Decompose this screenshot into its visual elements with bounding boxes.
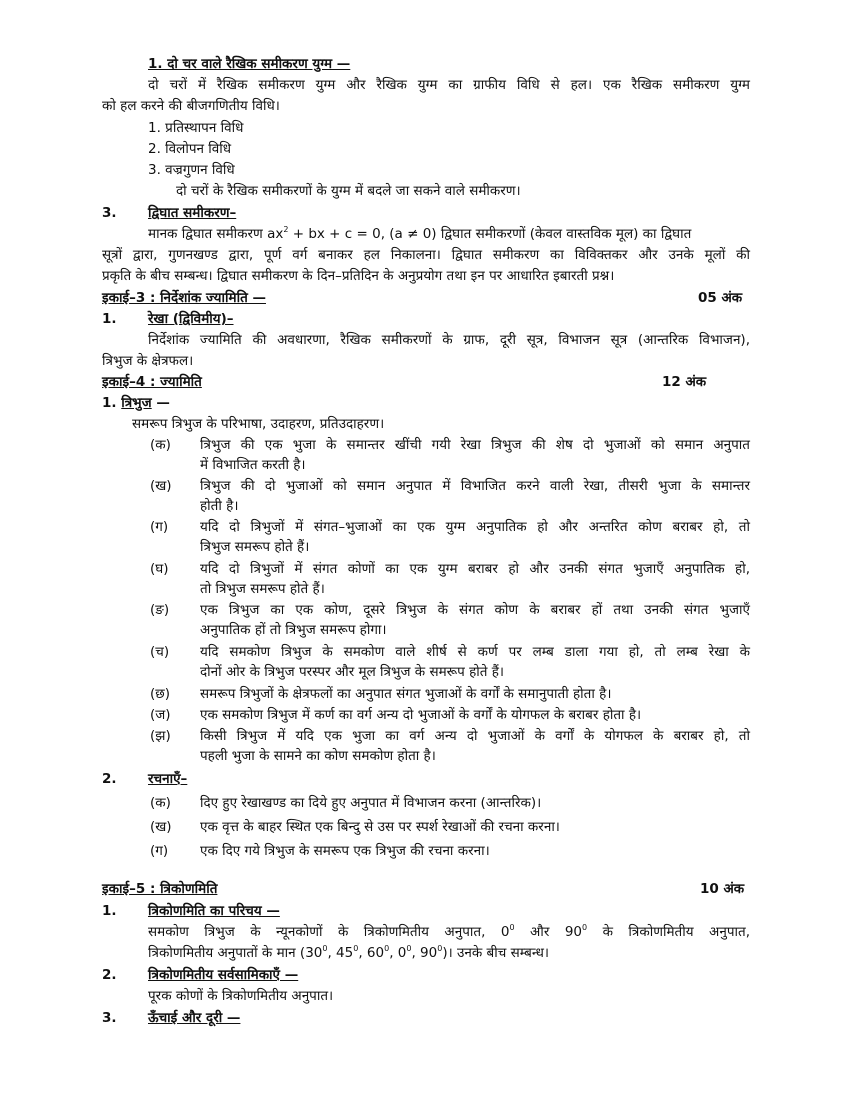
trig-intro-heading: त्रिकोणमिति का परिचय — [148, 903, 280, 919]
theorem-line: एक त्रिभुज का एक कोण, दूसरे त्रिभुज के संगत कोण के बराबर हों तथा उनकी संगत भुजाएँ [200, 602, 750, 618]
item-number: 3. [102, 1010, 117, 1026]
unit-4-heading: इकाई–4 : ज्यामिति [102, 374, 202, 390]
method-item: 2. विलोपन विधि [148, 141, 232, 157]
theorem-label: (क) [150, 437, 171, 453]
constructions-heading: रचनाएँ– [148, 771, 188, 787]
item-number: 1. [102, 311, 117, 327]
theorem-line: यदि समकोण त्रिभुज के समकोण वाले शीर्ष से कर्ण पर लम्ब डाला गया हो, तो लम्ब रेखा के [200, 644, 750, 660]
subsection-heading-line: रेखा (द्विविमीय)– [148, 311, 234, 327]
theorem-label: (ग) [150, 519, 169, 535]
trig-identities-text: पूरक कोणों के त्रिकोणमितीय अनुपात। [148, 988, 334, 1004]
paragraph-line: दो चरों में रैखिक समीकरण युग्म और रैखिक युग्म का ग्राफीय विधि से हल। एक रैखिक समीकरण युग्म [148, 77, 750, 93]
item-number: 1. [102, 903, 117, 919]
section-heading-quadratic: द्विघात समीकरण– [148, 205, 237, 221]
theorem-line: होती है। [200, 498, 239, 514]
method-item: 1. प्रतिस्थापन विधि [148, 120, 244, 136]
theorem-label: (च) [150, 644, 170, 660]
unit-4-marks: 12 अंक [662, 374, 707, 390]
section-heading-linear-pair: 1. दो चर वाले रैखिक समीकरण युग्म — [148, 56, 351, 72]
triangle-heading: 1. त्रिभुज — [102, 395, 170, 411]
method-item: 3. वज्रगुणन विधि [148, 162, 235, 178]
theorem-label: (झ) [150, 728, 171, 744]
theorem-label: (घ) [150, 561, 169, 577]
trig-intro-line-1: समकोण त्रिभुज के न्यूनकोणों के त्रिकोणमितीय अनुपात, $0^0$ और $90^0$ के त्रिकोणमितीय अनुपात, [148, 923, 750, 940]
unit-5-marks: 10 अंक [700, 881, 745, 897]
paragraph-line: त्रिभुज के क्षेत्रफल। [102, 353, 194, 369]
theorem-line: पहली भुजा के सामने का कोण समकोण होता है। [200, 748, 436, 764]
theorem-label: (छ) [150, 686, 170, 702]
unit-3-marks: 05 अंक [698, 290, 743, 306]
triangle-intro: समरूप त्रिभुज के परिभाषा, उदाहरण, प्रतिउदाहरण। [132, 416, 385, 432]
quadratic-line-2: सूत्रों द्वारा, गुणनखण्ड द्वारा, पूर्ण वर्ग बनाकर हल निकालना। द्विघात समीकरण का विविक्तकर और उनके मूलों की [102, 247, 750, 263]
theorem-line: त्रिभुज समरूप होते हैं। [200, 539, 310, 555]
construction-label: (ख) [150, 819, 172, 835]
theorem-label: (ज) [150, 707, 171, 723]
quadratic-line-1: मानक द्विघात समीकरण $ax^2$ + bx + c = 0, (a ≠ 0) द्विघात समीकरणों (केवल वास्तविक मूल) का द्विघात [148, 225, 692, 242]
theorem-line: दोनों ओर के त्रिभुज परस्पर और मूल त्रिभुज के समरूप होते हैं। [200, 664, 505, 680]
construction-text: एक वृत्त के बाहर स्थित एक बिन्दु से उस पर स्पर्श रेखाओं की रचना करना। [200, 819, 560, 835]
theorem-line: एक समकोण त्रिभुज में कर्ण का वर्ग अन्य दो भुजाओं के वर्गों के योगफल के बराबर होता है। [200, 707, 642, 723]
theorem-label: (ख) [150, 478, 172, 494]
theorem-line: तो त्रिभुज समरूप होते हैं। [200, 581, 325, 597]
theorem-line: समरूप त्रिभुजों के क्षेत्रफलों का अनुपात संगत भुजाओं के वर्गों के समानुपाती होता है। [200, 686, 612, 702]
theorem-line: यदि दो त्रिभुजों में संगत कोणों का एक युग्म बराबर हो और उनकी संगत भुजाएँ अनुपातिक हो, [200, 561, 750, 577]
theorem-line: में विभाजित करती है। [200, 457, 306, 473]
construction-label: (ग) [150, 843, 169, 859]
item-number: 2. [102, 771, 117, 787]
paragraph-line: निर्देशांक ज्यामिति की अवधारणा, रैखिक समीकरणों के ग्राफ, दूरी सूत्र, विभाजन सूत्र (आन्तरिक विभाजन), [148, 332, 750, 348]
theorem-line: त्रिभुज की एक भुजा के समान्तर खींची गयी रेखा त्रिभुज की शेष दो भुजाओं को समान अनुपात [200, 437, 750, 453]
quadratic-line-3: प्रकृति के बीच सम्बन्ध। द्विघात समीकरण के दिन–प्रतिदिन के अनुप्रयोग तथा इन पर आधारित इबारती प्रश्न। [102, 268, 615, 284]
theorem-line: अनुपातिक हों तो त्रिभुज समरूप होगा। [200, 622, 387, 638]
item-number: 2. [102, 967, 117, 983]
construction-label: (क) [150, 795, 171, 811]
theorem-line: त्रिभुज की दो भुजाओं को समान अनुपात में विभाजित करने वाली रेखा, तीसरी भुजा के समान्तर [200, 478, 750, 494]
heights-distances-heading: ऊँचाई और दूरी — [148, 1010, 241, 1026]
trig-identities-heading: त्रिकोणमितीय सर्वसामिकाएँ — [148, 967, 299, 983]
trig-intro-line-2: त्रिकोणमितीय अनुपातों के मान ($30^0$, $45^0$, $60^0$, $0^0$, $90^0)।$ उनके बीच सम्बन्ध। [148, 944, 549, 961]
unit-5-heading: इकाई–5 : त्रिकोणमिति [102, 881, 218, 897]
reducible-equations-text: दो चरों के रैखिक समीकरणों के युग्म में बदले जा सकने वाले समीकरण। [176, 183, 521, 199]
construction-text: दिए हुए रेखाखण्ड का दिये हुए अनुपात में विभाजन करना (आन्तरिक)। [200, 795, 542, 811]
theorem-line: यदि दो त्रिभुजों में संगत–भुजाओं का एक युग्म अनुपातिक हो और अन्तरित कोण बराबर हो, तो [200, 519, 750, 535]
theorem-line: किसी त्रिभुज में यदि एक भुजा का वर्ग अन्य दो भुजाओं के वर्गों के योगफल के बराबर हो, तो [200, 728, 750, 744]
theorem-label: (ङ) [150, 602, 170, 618]
unit-3-heading: इकाई–3 : निर्देशांक ज्यामिति — [102, 290, 266, 306]
item-number: 3. [102, 205, 117, 221]
paragraph-line: को हल करने की बीजगणितीय विधि। [102, 98, 280, 114]
construction-text: एक दिए गये त्रिभुज के समरूप एक त्रिभुज की रचना करना। [200, 843, 490, 859]
